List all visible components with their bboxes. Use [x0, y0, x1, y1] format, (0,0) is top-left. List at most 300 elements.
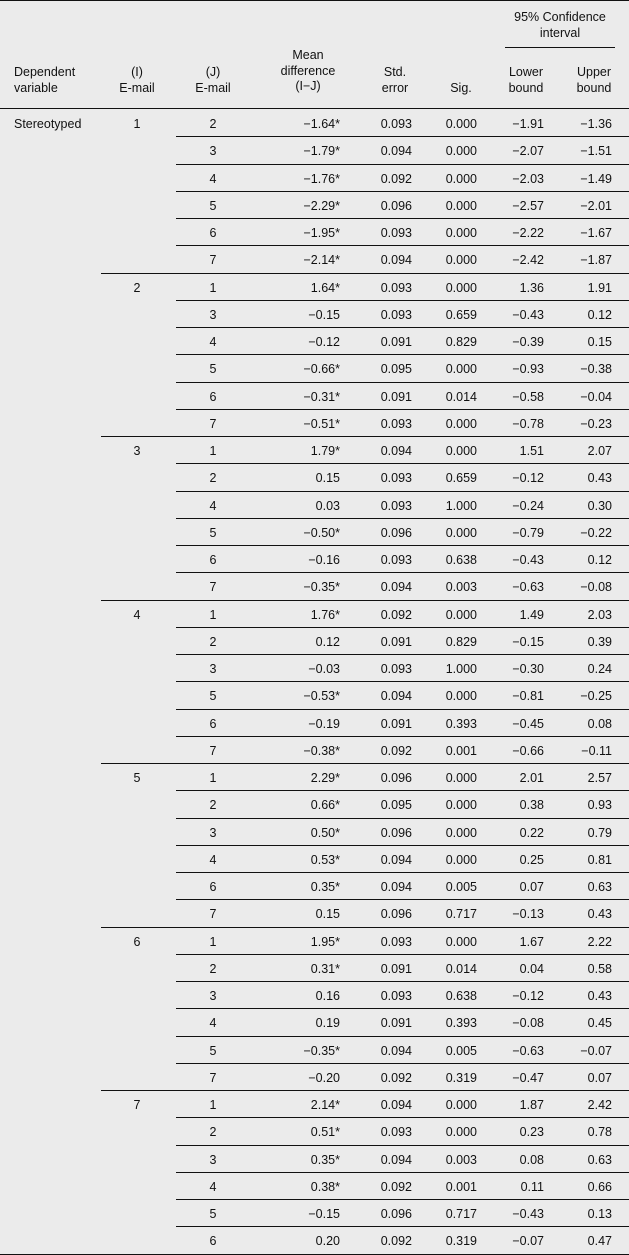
- std-error-cell: 0.095: [380, 798, 412, 813]
- row-separator-rule: [176, 845, 629, 846]
- row-separator-rule: [176, 1008, 629, 1009]
- table-top-rule: [0, 0, 629, 1]
- j-email-cell: 3: [209, 307, 217, 322]
- sig-cell: 0.001: [445, 1179, 477, 1194]
- i-email-cell: 7: [133, 1098, 141, 1112]
- mean-difference-cell: −0.12: [308, 335, 340, 349]
- sig-cell: 0.000: [445, 280, 477, 295]
- lower-bound-cell: −0.30: [512, 662, 544, 676]
- std-error-cell: 0.094: [380, 1043, 412, 1058]
- std-error-cell: 0.091: [380, 389, 412, 404]
- mean-difference-cell: −1.79*: [303, 144, 340, 159]
- header-upper-bound: Upper bound: [576, 65, 612, 95]
- row-separator-rule: [176, 136, 629, 137]
- lower-bound-cell: 0.25: [519, 852, 544, 867]
- header-std-error: Std. error: [381, 65, 409, 95]
- sig-cell: 0.000: [445, 1125, 477, 1140]
- j-email-cell: 6: [209, 226, 217, 240]
- lower-bound-cell: −0.15: [512, 634, 544, 649]
- sig-cell: 0.000: [445, 171, 477, 186]
- lower-bound-cell: −2.22: [512, 226, 544, 240]
- sig-cell: 0.829: [445, 335, 477, 349]
- j-email-cell: 5: [209, 1207, 217, 1221]
- lower-bound-cell: −0.13: [512, 907, 544, 922]
- lower-bound-cell: −0.63: [512, 1043, 544, 1058]
- lower-bound-cell: 0.08: [519, 1152, 544, 1167]
- std-error-cell: 0.092: [380, 1179, 412, 1194]
- j-email-cell: 3: [209, 662, 217, 676]
- mean-difference-cell: 0.15: [315, 471, 340, 486]
- lower-bound-cell: −2.07: [512, 144, 544, 159]
- sig-cell: 1.000: [445, 662, 477, 676]
- j-email-cell: 1: [209, 607, 217, 622]
- group-separator-rule: [101, 1090, 629, 1091]
- sig-cell: 0.005: [445, 880, 477, 894]
- std-error-cell: 0.093: [380, 416, 412, 431]
- j-email-cell: 3: [209, 1152, 217, 1167]
- upper-bound-cell: 0.13: [587, 1207, 612, 1221]
- mean-difference-cell: 1.64*: [310, 280, 340, 295]
- upper-bound-cell: 0.07: [587, 1070, 612, 1085]
- lower-bound-cell: −0.12: [512, 471, 544, 486]
- row-separator-rule: [176, 981, 629, 982]
- std-error-cell: 0.092: [380, 743, 412, 758]
- lower-bound-cell: −2.03: [512, 171, 544, 186]
- std-error-cell: 0.096: [380, 907, 412, 922]
- std-error-cell: 0.094: [380, 580, 412, 595]
- lower-bound-cell: −0.79: [512, 525, 544, 540]
- mean-difference-cell: 0.31*: [310, 961, 340, 976]
- row-separator-rule: [176, 191, 629, 192]
- mean-difference-cell: 0.03: [315, 498, 340, 513]
- upper-bound-cell: 0.81: [587, 852, 612, 867]
- j-email-cell: 4: [209, 498, 217, 513]
- lower-bound-cell: −0.08: [512, 1016, 544, 1031]
- sig-cell: 0.659: [445, 307, 477, 322]
- sig-cell: 0.000: [445, 825, 477, 840]
- upper-bound-cell: 0.43: [587, 907, 612, 922]
- group-separator-rule: [101, 763, 629, 764]
- lower-bound-cell: 1.36: [519, 280, 544, 295]
- mean-difference-cell: −0.35*: [303, 1043, 340, 1058]
- j-email-cell: 2: [209, 634, 217, 649]
- mean-difference-cell: 0.35*: [310, 1152, 340, 1167]
- lower-bound-cell: −0.47: [512, 1070, 544, 1085]
- j-email-cell: 4: [209, 1016, 217, 1031]
- lower-bound-cell: 1.87: [519, 1098, 544, 1112]
- upper-bound-cell: −0.04: [580, 389, 612, 404]
- lower-bound-cell: −0.43: [512, 553, 544, 567]
- j-email-cell: 2: [209, 961, 217, 976]
- lower-bound-cell: 0.22: [519, 825, 544, 840]
- sig-cell: 0.000: [445, 416, 477, 431]
- upper-bound-cell: −1.67: [580, 226, 612, 240]
- sig-cell: 1.000: [445, 498, 477, 513]
- upper-bound-cell: −1.51: [580, 144, 612, 159]
- j-email-cell: 6: [209, 553, 217, 567]
- upper-bound-cell: 0.43: [587, 471, 612, 486]
- row-separator-rule: [176, 818, 629, 819]
- mean-difference-cell: −0.19: [308, 716, 340, 731]
- i-email-cell: 2: [133, 280, 141, 295]
- sig-cell: 0.393: [445, 1016, 477, 1031]
- lower-bound-cell: −0.24: [512, 498, 544, 513]
- sig-cell: 0.829: [445, 634, 477, 649]
- sig-cell: 0.014: [445, 389, 477, 404]
- mean-difference-cell: 0.20: [315, 1234, 340, 1249]
- mean-difference-cell: −1.64*: [303, 117, 340, 131]
- row-separator-rule: [176, 164, 629, 165]
- j-email-cell: 7: [209, 580, 217, 595]
- i-email-cell: 5: [133, 771, 141, 785]
- row-separator-rule: [176, 327, 629, 328]
- std-error-cell: 0.096: [380, 198, 412, 213]
- sig-cell: 0.000: [445, 444, 477, 458]
- j-email-cell: 1: [209, 280, 217, 295]
- j-email-cell: 7: [209, 416, 217, 431]
- sig-cell: 0.000: [445, 934, 477, 949]
- lower-bound-cell: −0.81: [512, 689, 544, 704]
- row-separator-rule: [176, 736, 629, 737]
- lower-bound-cell: −0.43: [512, 307, 544, 322]
- std-error-cell: 0.091: [380, 961, 412, 976]
- mean-difference-cell: −0.38*: [303, 743, 340, 758]
- std-error-cell: 0.096: [380, 771, 412, 785]
- mean-difference-cell: 0.19: [315, 1016, 340, 1031]
- sig-cell: 0.319: [445, 1070, 477, 1085]
- std-error-cell: 0.093: [380, 307, 412, 322]
- std-error-cell: 0.092: [380, 607, 412, 622]
- std-error-cell: 0.093: [380, 117, 412, 131]
- row-separator-rule: [176, 681, 629, 682]
- i-email-cell: 3: [133, 444, 141, 458]
- std-error-cell: 0.091: [380, 716, 412, 731]
- mean-difference-cell: 0.66*: [310, 798, 340, 813]
- mean-difference-cell: −2.29*: [303, 198, 340, 213]
- header-mean-difference: Mean difference (I−J): [280, 48, 336, 93]
- std-error-cell: 0.096: [380, 525, 412, 540]
- lower-bound-cell: −0.12: [512, 989, 544, 1003]
- j-email-cell: 1: [209, 444, 217, 458]
- lower-bound-cell: −0.39: [512, 335, 544, 349]
- std-error-cell: 0.093: [380, 662, 412, 676]
- row-separator-rule: [176, 354, 629, 355]
- sig-cell: 0.000: [445, 1098, 477, 1112]
- row-separator-rule: [176, 1036, 629, 1037]
- std-error-cell: 0.093: [380, 934, 412, 949]
- j-email-cell: 7: [209, 253, 217, 268]
- row-separator-rule: [176, 1063, 629, 1064]
- mean-difference-cell: 0.50*: [310, 825, 340, 840]
- upper-bound-cell: 0.45: [587, 1016, 612, 1031]
- lower-bound-cell: −0.78: [512, 416, 544, 431]
- lower-bound-cell: 2.01: [519, 771, 544, 785]
- sig-cell: 0.000: [445, 253, 477, 268]
- j-email-cell: 2: [209, 471, 217, 486]
- std-error-cell: 0.094: [380, 253, 412, 268]
- upper-bound-cell: 0.43: [587, 989, 612, 1003]
- mean-difference-cell: −0.03: [308, 662, 340, 676]
- upper-bound-cell: 0.12: [587, 553, 612, 567]
- j-email-cell: 6: [209, 389, 217, 404]
- upper-bound-cell: −1.36: [580, 117, 612, 131]
- upper-bound-cell: 0.12: [587, 307, 612, 322]
- upper-bound-cell: −0.11: [581, 743, 612, 758]
- sig-cell: 0.003: [445, 1152, 477, 1167]
- std-error-cell: 0.096: [380, 1207, 412, 1221]
- sig-cell: 0.000: [445, 771, 477, 785]
- sig-cell: 0.000: [445, 852, 477, 867]
- mean-difference-cell: −0.51*: [303, 416, 340, 431]
- std-error-cell: 0.095: [380, 362, 412, 377]
- mean-difference-cell: −0.16: [308, 553, 340, 567]
- sig-cell: 0.000: [445, 607, 477, 622]
- lower-bound-cell: −0.07: [512, 1234, 544, 1249]
- sig-cell: 0.000: [445, 198, 477, 213]
- std-error-cell: 0.093: [380, 498, 412, 513]
- j-email-cell: 3: [209, 989, 217, 1003]
- j-email-cell: 3: [209, 825, 217, 840]
- upper-bound-cell: 0.63: [587, 880, 612, 894]
- row-separator-rule: [176, 545, 629, 546]
- std-error-cell: 0.094: [380, 689, 412, 704]
- sig-cell: 0.001: [445, 743, 477, 758]
- upper-bound-cell: 0.08: [587, 716, 612, 731]
- group-separator-rule: [101, 273, 629, 274]
- header-bottom-rule: [0, 108, 629, 109]
- std-error-cell: 0.092: [380, 171, 412, 186]
- j-email-cell: 6: [209, 880, 217, 894]
- upper-bound-cell: 0.39: [587, 634, 612, 649]
- sig-cell: 0.003: [445, 580, 477, 595]
- std-error-cell: 0.096: [380, 825, 412, 840]
- lower-bound-cell: −0.66: [512, 743, 544, 758]
- row-separator-rule: [176, 1145, 629, 1146]
- j-email-cell: 2: [209, 117, 217, 131]
- sig-cell: 0.000: [445, 226, 477, 240]
- mean-difference-cell: 2.29*: [310, 771, 340, 785]
- std-error-cell: 0.094: [380, 1152, 412, 1167]
- sig-cell: 0.659: [445, 471, 477, 486]
- upper-bound-cell: 0.30: [587, 498, 612, 513]
- row-separator-rule: [176, 572, 629, 573]
- row-separator-rule: [176, 654, 629, 655]
- upper-bound-cell: 0.79: [587, 825, 612, 840]
- lower-bound-cell: 0.38: [519, 798, 544, 813]
- row-separator-rule: [176, 872, 629, 873]
- upper-bound-cell: 0.93: [587, 798, 612, 813]
- sig-cell: 0.005: [445, 1043, 477, 1058]
- header-i-email: (I) E-mail: [119, 65, 155, 95]
- row-separator-rule: [176, 1172, 629, 1173]
- lower-bound-cell: 0.23: [519, 1125, 544, 1140]
- upper-bound-cell: 0.24: [587, 662, 612, 676]
- header-dependent-variable: Dependent variable: [14, 65, 76, 95]
- j-email-cell: 7: [209, 743, 217, 758]
- j-email-cell: 7: [209, 1070, 217, 1085]
- row-separator-rule: [176, 1226, 629, 1227]
- j-email-cell: 6: [209, 716, 217, 731]
- lower-bound-cell: 1.51: [519, 444, 544, 458]
- row-separator-rule: [176, 491, 629, 492]
- lower-bound-cell: 0.04: [519, 961, 544, 976]
- row-separator-rule: [176, 899, 629, 900]
- lower-bound-cell: −0.45: [512, 716, 544, 731]
- mean-difference-cell: 0.15: [315, 907, 340, 922]
- dependent-variable-value: Stereotyped: [14, 117, 82, 131]
- header-j-email: (J) E-mail: [195, 65, 231, 95]
- mean-difference-cell: −0.20: [308, 1070, 340, 1085]
- mean-difference-cell: −1.76*: [303, 171, 340, 186]
- j-email-cell: 4: [209, 335, 217, 349]
- sig-cell: 0.319: [445, 1234, 477, 1249]
- std-error-cell: 0.093: [380, 989, 412, 1003]
- lower-bound-cell: −2.57: [512, 198, 544, 213]
- sig-cell: 0.000: [445, 798, 477, 813]
- i-email-cell: 1: [133, 117, 141, 131]
- sig-cell: 0.000: [445, 689, 477, 704]
- row-separator-rule: [176, 300, 629, 301]
- std-error-cell: 0.091: [380, 1016, 412, 1031]
- sig-cell: 0.000: [445, 144, 477, 159]
- row-separator-rule: [176, 790, 629, 791]
- upper-bound-cell: −0.38: [580, 362, 612, 377]
- row-separator-rule: [176, 463, 629, 464]
- mean-difference-cell: −0.66*: [303, 362, 340, 377]
- i-email-cell: 4: [133, 607, 141, 622]
- upper-bound-cell: −1.87: [580, 253, 612, 268]
- mean-difference-cell: 2.14*: [310, 1098, 340, 1112]
- mean-difference-cell: −2.14*: [303, 253, 340, 268]
- lower-bound-cell: −2.42: [512, 253, 544, 268]
- std-error-cell: 0.094: [380, 880, 412, 894]
- row-separator-rule: [176, 409, 629, 410]
- mean-difference-cell: −0.35*: [303, 580, 340, 595]
- sig-cell: 0.393: [445, 716, 477, 731]
- std-error-cell: 0.094: [380, 444, 412, 458]
- mean-difference-cell: 1.79*: [310, 444, 340, 458]
- mean-difference-cell: 0.16: [315, 989, 340, 1003]
- mean-difference-cell: −0.31*: [303, 389, 340, 404]
- row-separator-rule: [176, 709, 629, 710]
- upper-bound-cell: 2.03: [587, 607, 612, 622]
- j-email-cell: 5: [209, 198, 217, 213]
- j-email-cell: 4: [209, 1179, 217, 1194]
- row-separator-rule: [176, 245, 629, 246]
- lower-bound-cell: 1.49: [519, 607, 544, 622]
- mean-difference-cell: 0.53*: [310, 852, 340, 867]
- lower-bound-cell: 0.11: [520, 1179, 544, 1194]
- j-email-cell: 5: [209, 362, 217, 377]
- upper-bound-cell: 2.07: [587, 444, 612, 458]
- std-error-cell: 0.093: [380, 280, 412, 295]
- sig-cell: 0.000: [445, 525, 477, 540]
- j-email-cell: 7: [209, 907, 217, 922]
- upper-bound-cell: 2.57: [587, 771, 612, 785]
- upper-bound-cell: −0.23: [580, 416, 612, 431]
- mean-difference-cell: 0.51*: [310, 1125, 340, 1140]
- lower-bound-cell: 1.67: [519, 934, 544, 949]
- sig-cell: 0.638: [445, 989, 477, 1003]
- std-error-cell: 0.094: [380, 1098, 412, 1112]
- lower-bound-cell: 0.07: [519, 880, 544, 894]
- row-separator-rule: [176, 382, 629, 383]
- std-error-cell: 0.094: [380, 852, 412, 867]
- lower-bound-cell: −0.93: [512, 362, 544, 377]
- j-email-cell: 6: [209, 1234, 217, 1249]
- std-error-cell: 0.094: [380, 144, 412, 159]
- sig-cell: 0.638: [445, 553, 477, 567]
- upper-bound-cell: 0.58: [587, 961, 612, 976]
- row-separator-rule: [176, 218, 629, 219]
- row-separator-rule: [176, 954, 629, 955]
- j-email-cell: 1: [209, 934, 217, 949]
- j-email-cell: 1: [209, 1098, 217, 1112]
- std-error-cell: 0.092: [380, 1234, 412, 1249]
- row-separator-rule: [176, 627, 629, 628]
- std-error-cell: 0.093: [380, 471, 412, 486]
- j-email-cell: 5: [209, 1043, 217, 1058]
- mean-difference-cell: 1.76*: [310, 607, 340, 622]
- i-email-cell: 6: [133, 934, 141, 949]
- j-email-cell: 3: [209, 144, 217, 159]
- group-separator-rule: [101, 600, 629, 601]
- header-ci-group: 95% Confidence interval: [514, 10, 606, 40]
- upper-bound-cell: −0.07: [580, 1043, 612, 1058]
- upper-bound-cell: 2.22: [587, 934, 612, 949]
- lower-bound-cell: −1.91: [512, 117, 544, 131]
- upper-bound-cell: 0.66: [587, 1179, 612, 1194]
- lower-bound-cell: −0.58: [512, 389, 544, 404]
- j-email-cell: 1: [209, 771, 217, 785]
- std-error-cell: 0.093: [380, 553, 412, 567]
- lower-bound-cell: −0.63: [512, 580, 544, 595]
- upper-bound-cell: 2.42: [587, 1098, 612, 1112]
- j-email-cell: 4: [209, 852, 217, 867]
- j-email-cell: 5: [209, 525, 217, 540]
- group-separator-rule: [101, 436, 629, 437]
- upper-bound-cell: 0.47: [587, 1234, 612, 1249]
- upper-bound-cell: −0.25: [580, 689, 612, 704]
- row-separator-rule: [176, 1117, 629, 1118]
- lower-bound-cell: −0.43: [512, 1207, 544, 1221]
- mean-difference-cell: −0.15: [308, 307, 340, 322]
- upper-bound-cell: −0.22: [580, 525, 612, 540]
- upper-bound-cell: 0.63: [587, 1152, 612, 1167]
- upper-bound-cell: 0.78: [587, 1125, 612, 1140]
- std-error-cell: 0.091: [380, 335, 412, 349]
- std-error-cell: 0.093: [380, 1125, 412, 1140]
- row-separator-rule: [176, 518, 629, 519]
- upper-bound-cell: −1.49: [580, 171, 612, 186]
- std-error-cell: 0.092: [380, 1070, 412, 1085]
- j-email-cell: 2: [209, 798, 217, 813]
- sig-cell: 0.014: [445, 961, 477, 976]
- std-error-cell: 0.091: [380, 634, 412, 649]
- j-email-cell: 4: [209, 171, 217, 186]
- j-email-cell: 5: [209, 689, 217, 704]
- group-separator-rule: [101, 927, 629, 928]
- sig-cell: 0.000: [445, 362, 477, 377]
- header-lower-bound: Lower bound: [508, 65, 544, 95]
- mean-difference-cell: −0.50*: [303, 525, 340, 540]
- mean-difference-cell: 0.35*: [310, 880, 340, 894]
- mean-difference-cell: 1.95*: [310, 934, 340, 949]
- upper-bound-cell: −0.08: [580, 580, 612, 595]
- ci-group-rule: [505, 47, 615, 48]
- upper-bound-cell: 1.91: [587, 280, 612, 295]
- mean-difference-cell: −0.53*: [303, 689, 340, 704]
